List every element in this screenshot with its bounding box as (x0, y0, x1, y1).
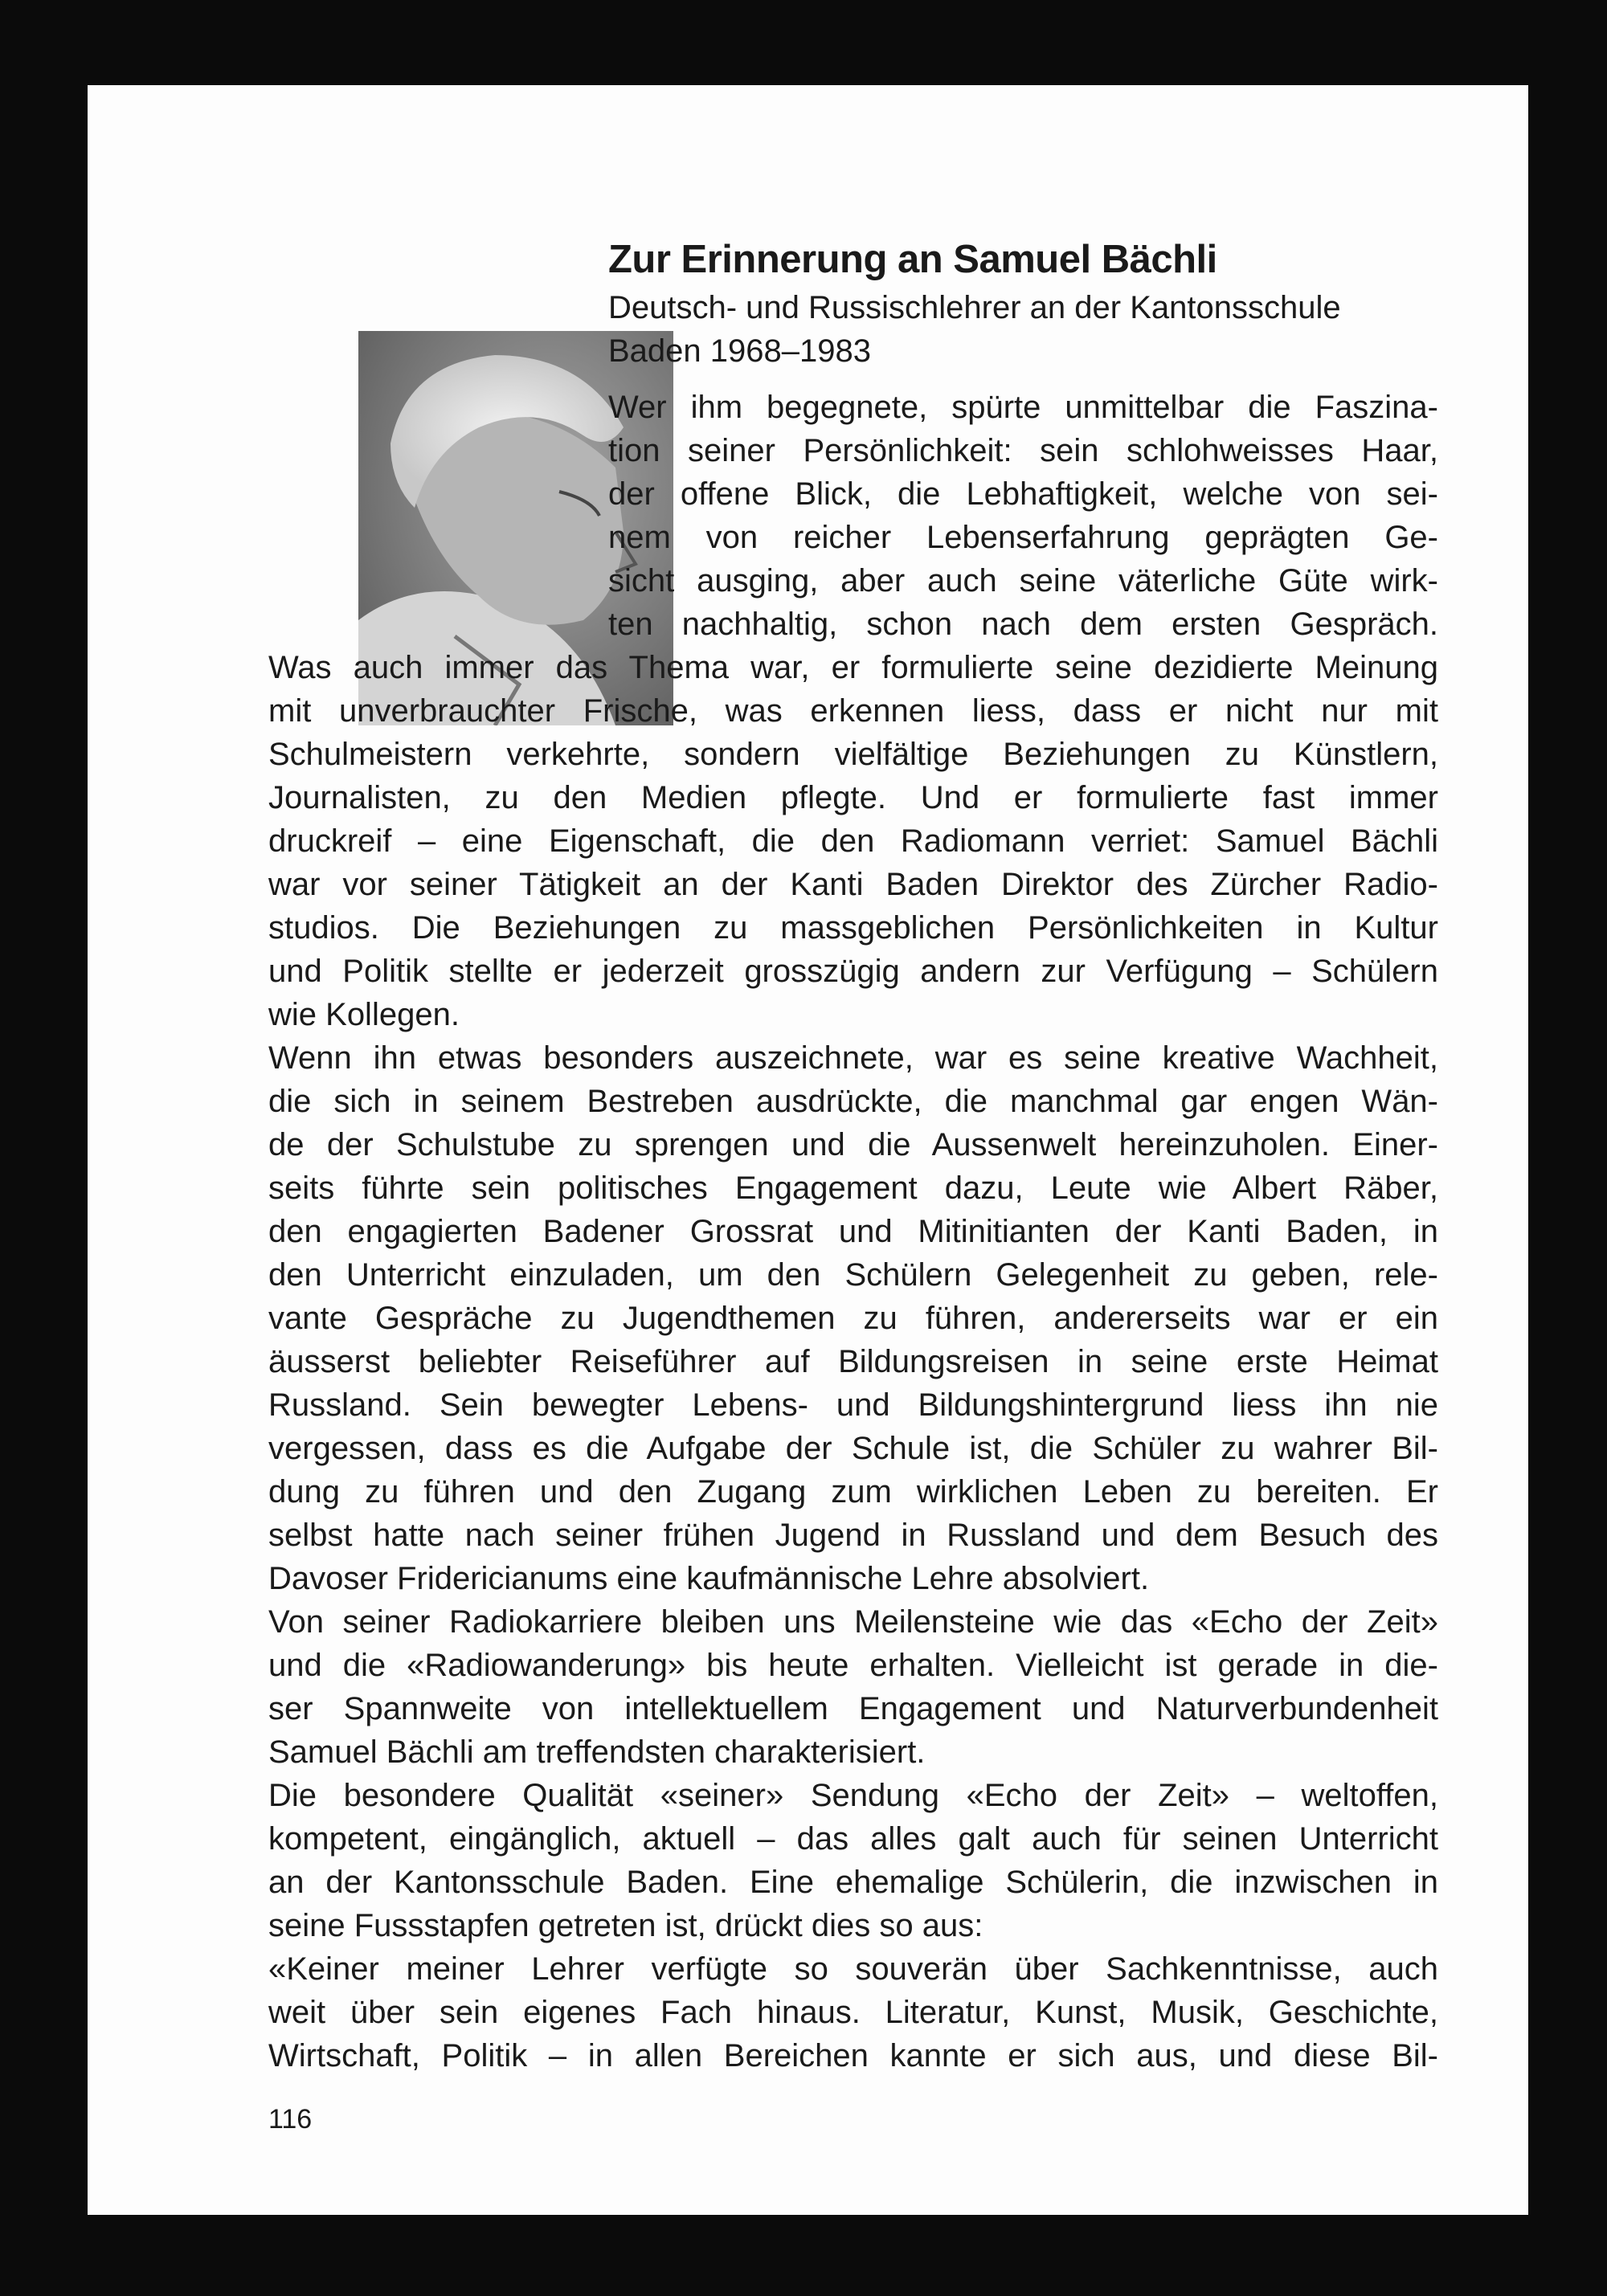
paragraph-line: äusserst beliebter Reiseführer auf Bildungsreisen in seine erste Heimat (268, 1344, 1438, 1379)
paragraph-line: Wirtschaft, Politik – in allen Bereichen kannte er sich aus, und diese Bil- (268, 2038, 1438, 2073)
paragraph-line: Wer ihm begegnete, spürte unmittelbar die Faszina- (608, 390, 1438, 425)
paragraph-line: vante Gespräche zu Jugendthemen zu führen, andererseits war er ein (268, 1301, 1438, 1336)
paragraph-line: ten nachhaltig, schon nach dem ersten Gespräch. (608, 607, 1438, 642)
paragraph-line: Davoser Fridericianums eine kaufmännische Lehre absolviert. (268, 1561, 1150, 1596)
paragraph-line: nem von reicher Lebenserfahrung geprägten Ge- (608, 520, 1438, 555)
paragraph-line: weit über sein eigenes Fach hinaus. Literatur, Kunst, Musik, Geschichte, (268, 1995, 1438, 2030)
paragraph-line: «Keiner meiner Lehrer verfügte so souverän über Sachkenntnisse, auch (268, 1951, 1438, 1987)
article-subtitle-line: Baden 1968–1983 (608, 333, 871, 369)
paragraph-line: Was auch immer das Thema war, er formulierte seine dezidierte Meinung (268, 650, 1438, 685)
paragraph-line: sicht ausging, aber auch seine väterliche Güte wirk- (608, 563, 1438, 599)
paragraph-line: druckreif – eine Eigenschaft, die den Radiomann verriet: Samuel Bächli (268, 823, 1438, 859)
paragraph-line: den Unterricht einzuladen, um den Schülern Gelegenheit zu geben, rele- (268, 1257, 1438, 1293)
article-title: Zur Erinnerung an Samuel Bächli (608, 238, 1217, 281)
paragraph-line: Journalisten, zu den Medien pflegte. Und er formulierte fast immer (268, 780, 1438, 815)
paragraph-line: wie Kollegen. (268, 997, 460, 1032)
document-page (88, 85, 1528, 2215)
paragraph-line: an der Kantonsschule Baden. Eine ehemalige Schülerin, die inzwischen in (268, 1865, 1438, 1900)
paragraph-line: und Politik stellte er jederzeit grosszügig andern zur Verfügung – Schülern (268, 954, 1438, 989)
article-subtitle-line: Deutsch- und Russischlehrer an der Kantonsschule (608, 290, 1341, 325)
paragraph-line: kompetent, eingänglich, aktuell – das alles galt auch für seinen Unterricht (268, 1821, 1438, 1857)
paragraph-line: Schulmeistern verkehrte, sondern vielfältige Beziehungen zu Künstlern, (268, 737, 1438, 772)
paragraph-line: Wenn ihn etwas besonders auszeichnete, war es seine kreative Wachheit, (268, 1040, 1438, 1076)
paragraph-line: studios. Die Beziehungen zu massgeblichen Persönlichkeiten in Kultur (268, 910, 1438, 946)
paragraph-line: Samuel Bächli am treffendsten charakterisiert. (268, 1734, 926, 1770)
paragraph-line: war vor seiner Tätigkeit an der Kanti Baden Direktor des Zürcher Radio- (268, 867, 1438, 902)
paragraph-line: seine Fussstapfen getreten ist, drückt dies so aus: (268, 1908, 983, 1943)
page-number: 116 (268, 2104, 313, 2135)
paragraph-line: der offene Blick, die Lebhaftigkeit, welche von sei- (608, 476, 1438, 512)
paragraph-line: tion seiner Persönlichkeit: sein schlohweisses Haar, (608, 433, 1438, 468)
paragraph-line: ser Spannweite von intellektuellem Engagement und Naturverbundenheit (268, 1691, 1438, 1726)
paragraph-line: die sich in seinem Bestreben ausdrückte, die manchmal gar engen Wän- (268, 1084, 1438, 1119)
paragraph-line: den engagierten Badener Grossrat und Mitinitianten der Kanti Baden, in (268, 1214, 1438, 1249)
paragraph-line: Die besondere Qualität «seiner» Sendung «Echo der Zeit» – weltoffen, (268, 1778, 1438, 1813)
paragraph-line: Von seiner Radiokarriere bleiben uns Meilensteine wie das «Echo der Zeit» (268, 1604, 1438, 1640)
paragraph-line: und die «Radiowanderung» bis heute erhalten. Vielleicht ist gerade in die- (268, 1648, 1438, 1683)
paragraph-line: seits führte sein politisches Engagement dazu, Leute wie Albert Räber, (268, 1170, 1438, 1206)
paragraph-line: mit unverbrauchter Frische, was erkennen liess, dass er nicht nur mit (268, 693, 1438, 729)
paragraph-line: vergessen, dass es die Aufgabe der Schule ist, die Schüler zu wahrer Bil- (268, 1431, 1438, 1466)
paragraph-line: selbst hatte nach seiner frühen Jugend in Russland und dem Besuch des (268, 1518, 1438, 1553)
paragraph-line: dung zu führen und den Zugang zum wirklichen Leben zu bereiten. Er (268, 1474, 1438, 1510)
paragraph-line: de der Schulstube zu sprengen und die Aussenwelt hereinzuholen. Einer- (268, 1127, 1438, 1162)
paragraph-line: Russland. Sein bewegter Lebens- und Bildungshintergrund liess ihn nie (268, 1387, 1438, 1423)
